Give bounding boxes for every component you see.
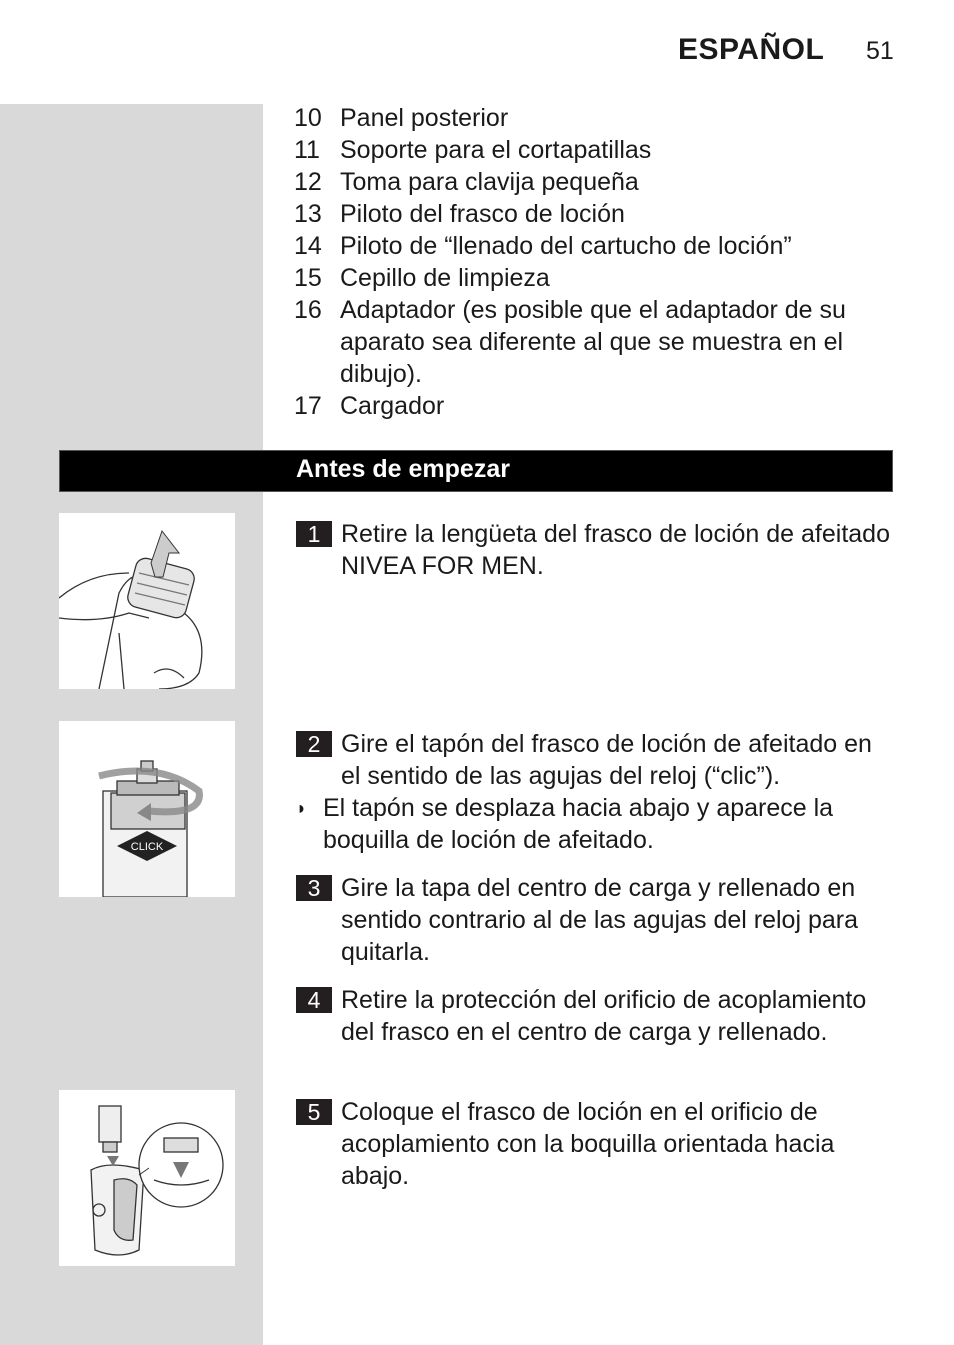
result-bullet: ◗ <box>296 798 307 818</box>
figure-remove-tab <box>59 513 235 689</box>
result-text: El tapón se desplaza hacia abajo y aparece la boquilla de loción de afeitado. <box>323 794 834 854</box>
step-2-result <box>296 792 896 856</box>
item-text: Piloto de “llenado del cartucho de loción” <box>340 232 792 260</box>
item-text: Piloto del frasco de loción <box>340 200 625 228</box>
list-item <box>294 294 894 390</box>
language-header: ESPAÑOL <box>678 33 825 66</box>
step-text: Retire la protección del orificio de acoplamiento del frasco en el centro de carga y rellenado. <box>341 986 867 1046</box>
list-item <box>294 262 894 294</box>
item-text: Panel posterior <box>340 104 509 132</box>
item-text: Cepillo de limpieza <box>340 264 550 292</box>
figure-insert-bottle <box>59 1090 235 1266</box>
step-1 <box>296 518 896 582</box>
insert-bottle-illustration <box>59 1090 235 1266</box>
item-number: 15 <box>294 264 322 292</box>
item-text: Soporte para el cortapatillas <box>340 136 652 164</box>
step-text: Coloque el frasco de loción en el orificio de acoplamiento con la boquilla orientada hacia abajo. <box>341 1098 835 1190</box>
list-item <box>294 230 894 262</box>
step-text: Gire la tapa del centro de carga y rellenado en sentido contrario al de las agujas del reloj para quitarla. <box>341 874 858 966</box>
figure-twist-cap <box>59 721 235 897</box>
page-number: 51 <box>866 37 894 65</box>
item-text: Cargador <box>340 392 445 420</box>
click-label: CLICK <box>130 841 164 853</box>
item-number: 11 <box>294 136 320 164</box>
item-number: 10 <box>294 104 322 132</box>
step-number-badge: 4 <box>296 987 332 1013</box>
step-5 <box>296 1096 896 1192</box>
step-2 <box>296 728 896 792</box>
step-number-badge: 5 <box>296 1099 332 1125</box>
list-item <box>294 390 894 422</box>
section-header-bar <box>59 450 893 492</box>
section-title: Antes de empezar <box>296 455 510 483</box>
list-item <box>294 134 894 166</box>
list-item <box>294 102 894 134</box>
item-text: Toma para clavija pequeña <box>340 168 639 196</box>
step-text: Gire el tapón del frasco de loción de afeitado en el sentido de las agujas del reloj (“clic”). <box>341 730 872 790</box>
parts-list <box>294 102 894 422</box>
item-number: 16 <box>294 296 322 324</box>
item-number: 14 <box>294 232 322 260</box>
item-text: Adaptador (es posible que el adaptador de su aparato sea diferente al que se muestra en el dibujo). <box>340 296 846 388</box>
remove-tab-illustration <box>59 513 235 689</box>
step-number-badge: 3 <box>296 875 332 901</box>
item-number: 13 <box>294 200 322 228</box>
step-4 <box>296 984 896 1048</box>
list-item <box>294 166 894 198</box>
item-number: 17 <box>294 392 322 420</box>
step-number-badge: 1 <box>296 521 332 547</box>
list-item <box>294 198 894 230</box>
step-3 <box>296 872 896 968</box>
item-number: 12 <box>294 168 322 196</box>
step-number-badge: 2 <box>296 731 332 757</box>
twist-cap-illustration <box>59 721 235 897</box>
step-text: Retire la lengüeta del frasco de loción de afeitado NIVEA FOR MEN. <box>341 520 890 580</box>
